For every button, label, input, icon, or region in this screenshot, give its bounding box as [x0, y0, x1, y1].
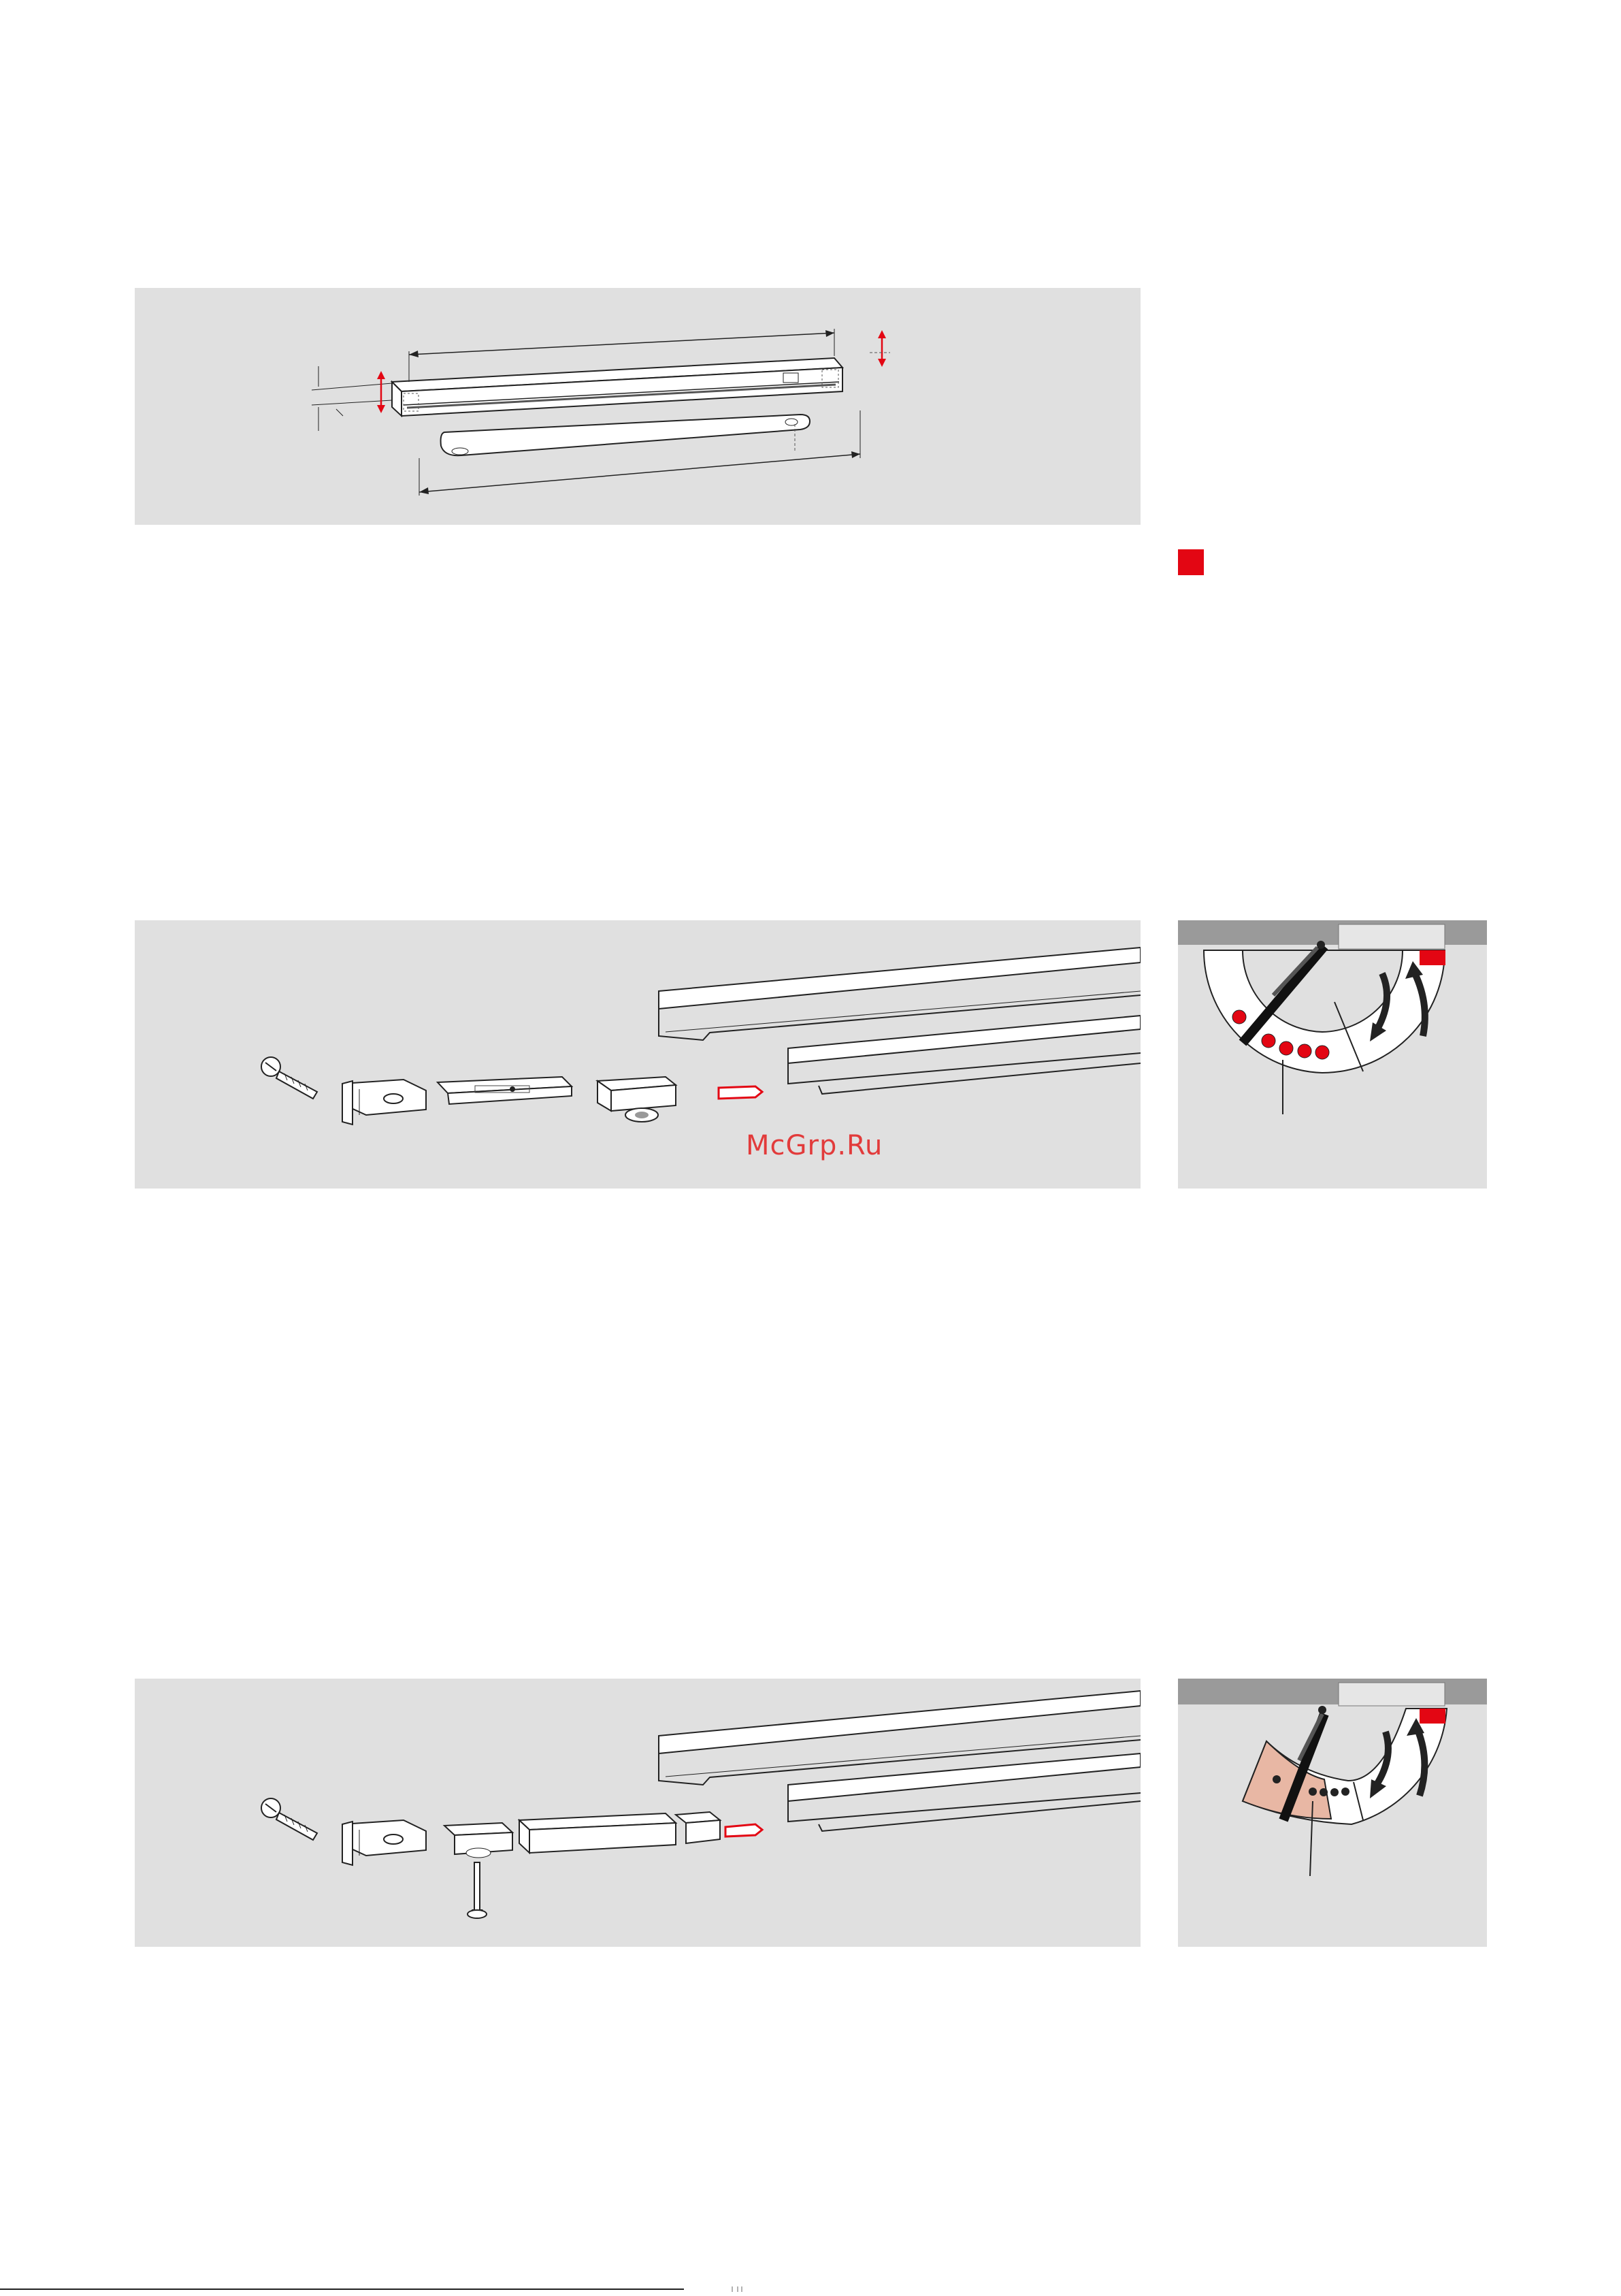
watermark: McGrp.Ru: [746, 1130, 883, 1161]
adjustment-scale-drawing-b: [1178, 1679, 1487, 1947]
adjustment-scale-figure-a: [1178, 920, 1487, 1189]
closer-dimensions-drawing: [135, 288, 1141, 525]
section-marker: [1178, 549, 1204, 575]
adjustment-scale-drawing-a: [1178, 920, 1487, 1189]
mounting-parts-drawing-a: [135, 920, 1141, 1189]
footer-mark: [730, 2284, 746, 2291]
mounting-parts-drawing-b: [135, 1679, 1141, 1947]
footer-rule: [0, 2289, 684, 2290]
mounting-parts-figure-a: [135, 920, 1141, 1189]
mounting-parts-figure-b: [135, 1679, 1141, 1947]
adjustment-scale-figure-b: [1178, 1679, 1487, 1947]
closer-dimensions-figure: [135, 288, 1141, 525]
